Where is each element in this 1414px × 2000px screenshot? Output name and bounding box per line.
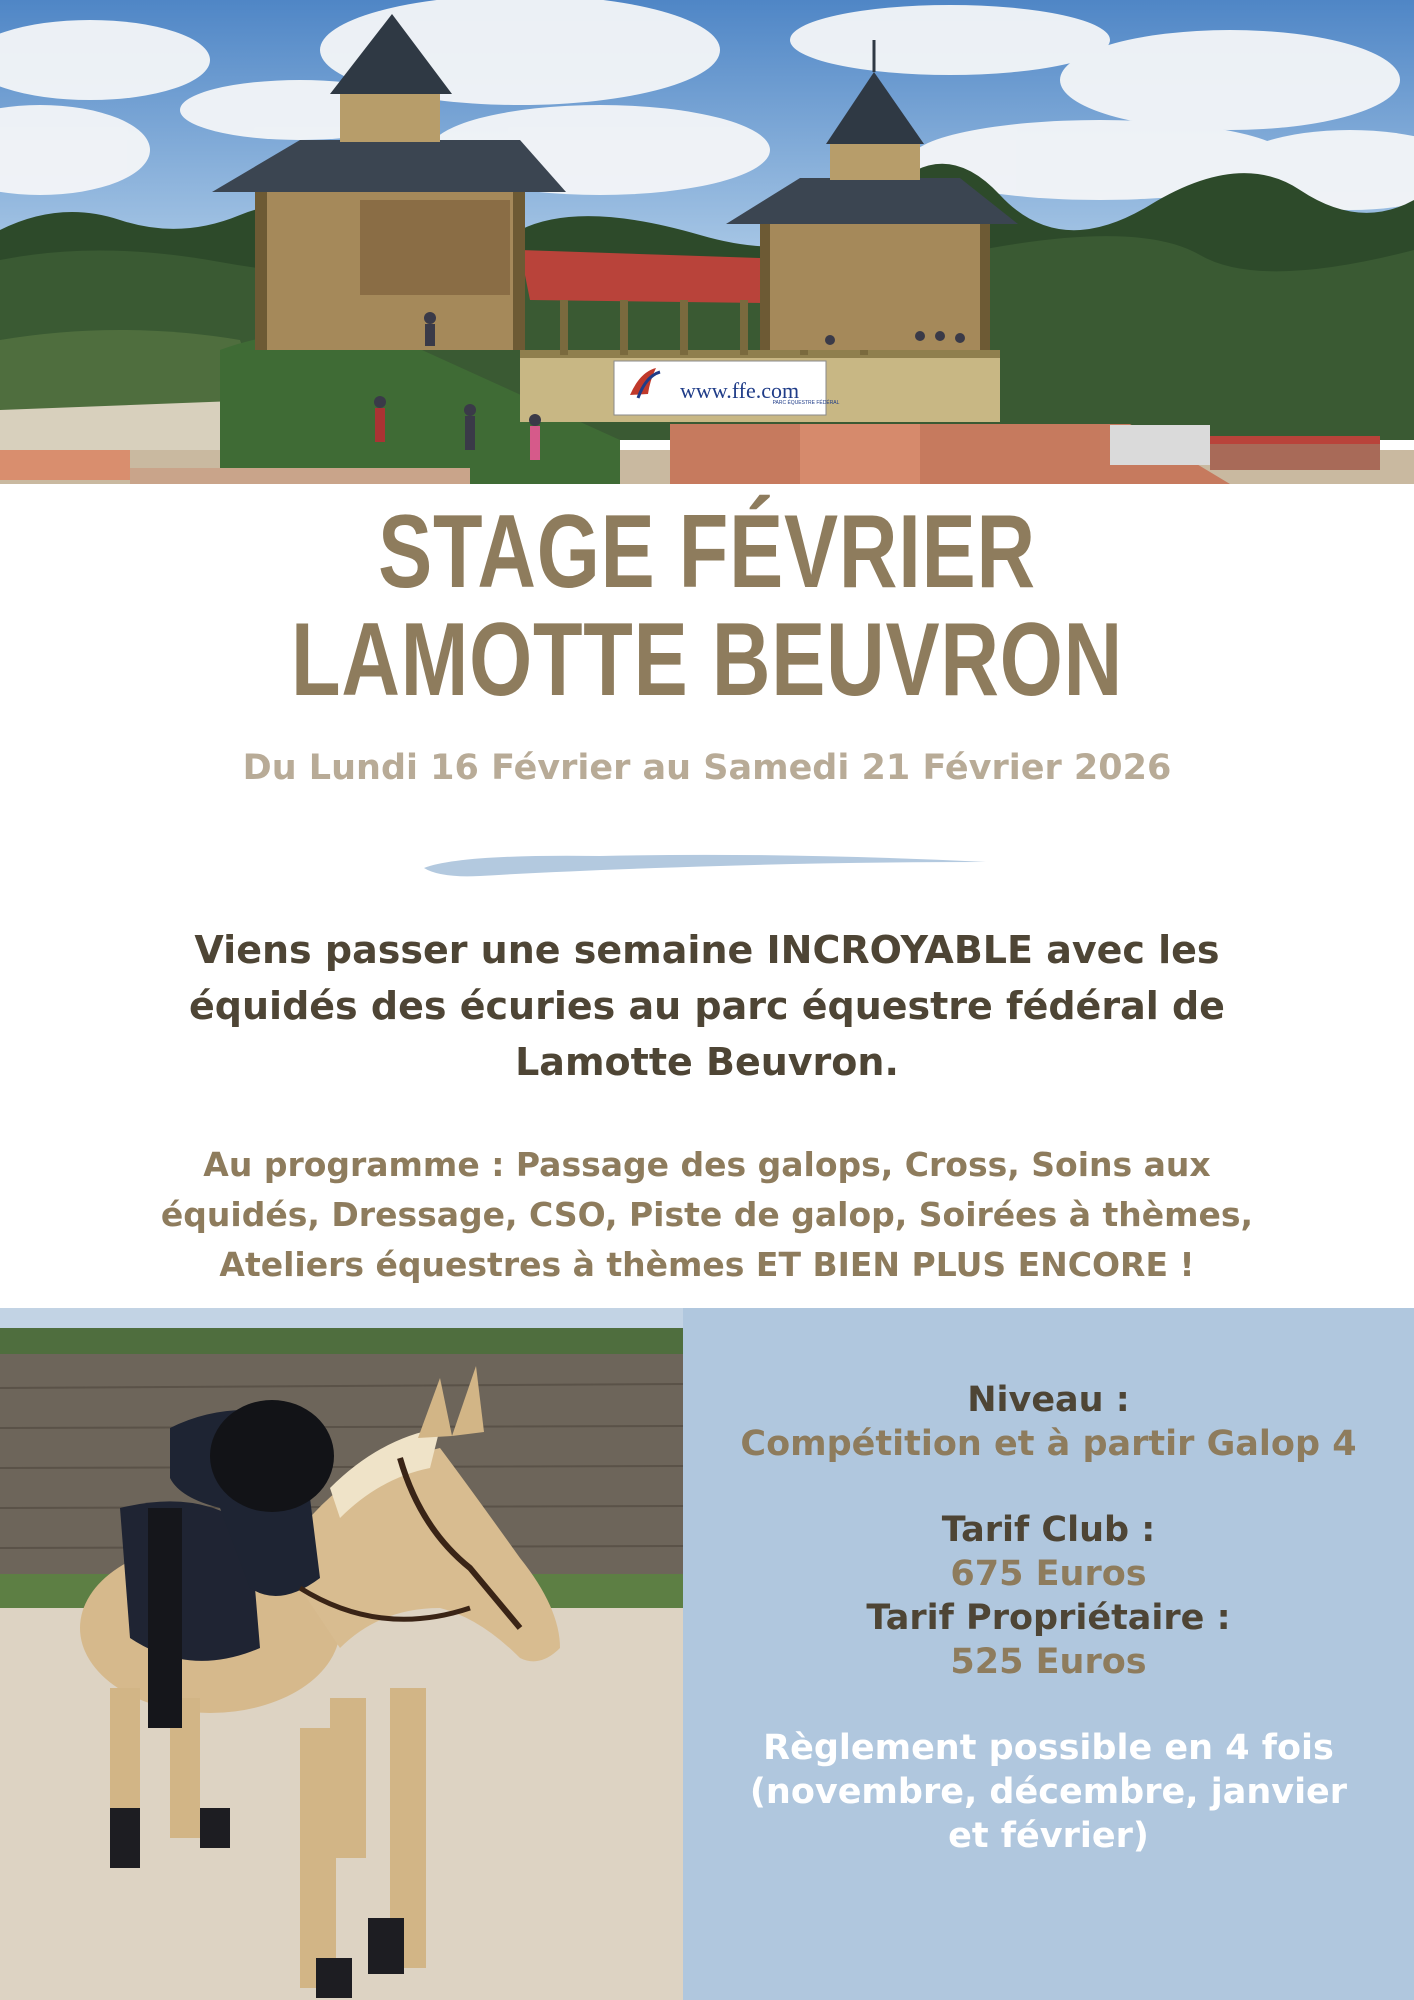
tarif-club-label: Tarif Club : (941, 1510, 1156, 1550)
brush-stroke-divider (420, 846, 990, 880)
title-line-1: STAGE FÉVRIER (378, 494, 1036, 610)
hero-photo-stands (0, 0, 1414, 484)
reglement-line-2: (novembre, décembre, janvier (749, 1772, 1348, 1812)
banner-text: www.ffe.com (680, 378, 800, 403)
info-panel (683, 1308, 1414, 2000)
horse-rider-photo (0, 1308, 683, 2000)
banner-subtext: PARC ÉQUESTRE FÉDÉRAL (772, 400, 840, 406)
intro-paragraph: Viens passer une semaine INCROYABLE avec les équidés des écuries au parc équestre fédéral de Lamotte Beuvron. (189, 928, 1225, 1084)
reglement-line-1: Règlement possible en 4 fois (763, 1728, 1334, 1768)
stage-dates: Du Lundi 16 Février au Samedi 21 Février 2026 (242, 748, 1172, 788)
tarif-proprietaire-label: Tarif Propriétaire : (866, 1598, 1231, 1638)
ffe-banner (614, 361, 840, 415)
programme-paragraph: Au programme : Passage des galops, Cross, Soins aux équidés, Dressage, CSO, Piste de galop, Soirées à thèmes, Ateliers équestres à thèmes ET BIEN PLUS ENCORE ! (160, 1145, 1254, 1284)
niveau-value: Compétition et à partir Galop 4 (740, 1424, 1357, 1464)
tarif-proprietaire-value: 525 Euros (950, 1642, 1147, 1682)
reglement-line-3: et février) (948, 1816, 1149, 1856)
niveau-label: Niveau : (967, 1380, 1130, 1420)
title-line-2: LAMOTTE BEUVRON (291, 602, 1123, 718)
tarif-club-value: 675 Euros (950, 1554, 1147, 1594)
